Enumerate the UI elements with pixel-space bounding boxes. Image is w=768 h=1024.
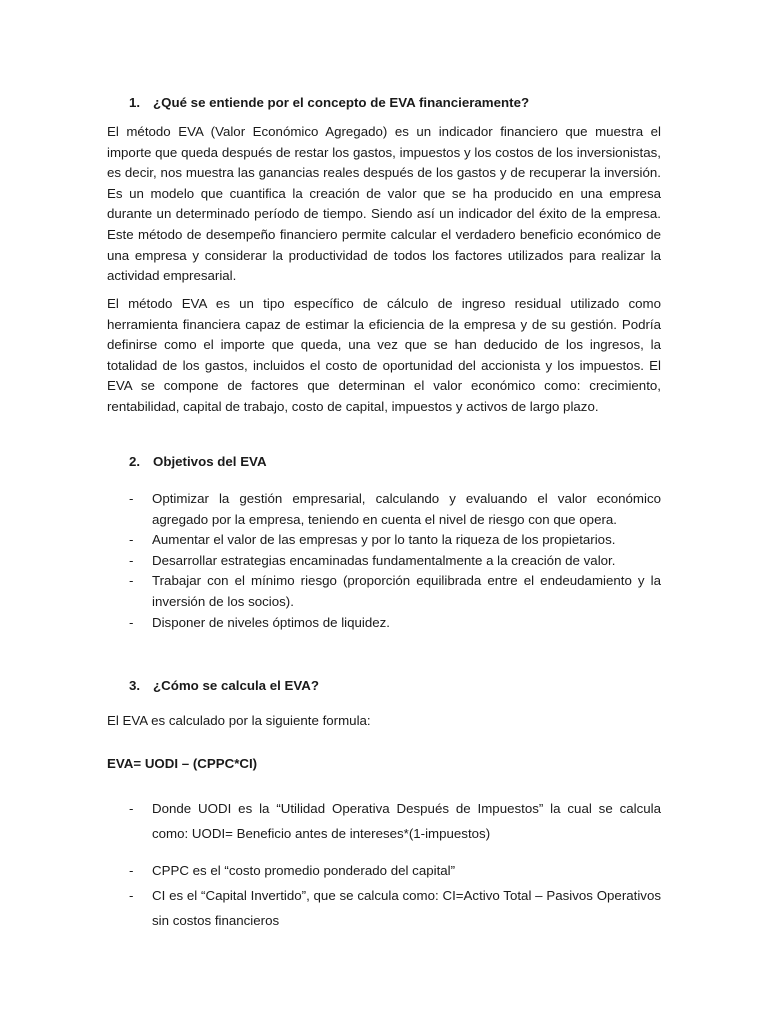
list-item: - Trabajar con el mínimo riesgo (proporción equilibrada entre el endeudamiento y la inversión de los socios).: [107, 571, 661, 612]
list-item: - Desarrollar estrategias encaminadas fundamentalmente a la creación de valor.: [107, 551, 661, 572]
section-2-title: Objetivos del EVA: [153, 454, 267, 469]
section-1-paragraph-2: El método EVA es un tipo específico de cálculo de ingreso residual utilizado como herramienta financiera capaz de estimar la eficiencia de la empresa y de su gestión. Podría definirse como el importe que queda, una vez que se han deducido de los ingresos, la totalidad de los gastos, incluidos el costo de oportunidad del accionista y los impuestos. El EVA se compone de factores que determinan el valor económico como: crecimiento, rentabilidad, capital de trabajo, costo de capital, impuestos y activos de largo plazo.: [107, 296, 661, 414]
section-3-intro: El EVA es calculado por la siguiente formula:: [107, 713, 371, 728]
formula-terms-list-1: [107, 796, 661, 846]
eva-formula: EVA= UODI – (CPPC*CI): [107, 756, 258, 771]
section-1-heading: [129, 93, 529, 113]
list-item: - CI es el “Capital Invertido”, que se calcula como: CI=Activo Total – Pasivos Operativos sin costos financieros: [107, 883, 661, 933]
list-item: - Disponer de niveles óptimos de liquidez.: [107, 613, 661, 634]
list-item: - CPPC es el “costo promedio ponderado del capital”: [107, 858, 661, 883]
section-2-number: 2.: [129, 454, 141, 469]
list-item: - Aumentar el valor de las empresas y por lo tanto la riqueza de los propietarios.: [107, 530, 661, 551]
objectives-list: [107, 489, 661, 633]
section-3-title: ¿Cómo se calcula el EVA?: [153, 678, 320, 693]
section-3-heading: [129, 676, 319, 696]
section-1-paragraph-1: El método EVA (Valor Económico Agregado) es un indicador financiero que muestra el importe que queda después de restar los gastos, impuestos y los costos de los inversionistas, es decir, nos muestra las ganancias reales después de los gastos y de recuperar la inversión. Es un modelo que cuantifica la creación de valor que se ha producido en una empresa durante un determinado período de tiempo. Siendo así un indicador del éxito de la empresa. Este método de desempeño financiero permite calcular el verdadero beneficio económico de una empresa y considerar la productividad de todos los factores utilizados para realizar la actividad empresarial.: [107, 124, 661, 284]
formula-terms-list-2: [107, 858, 661, 933]
section-1-title: ¿Qué se entiende por el concepto de EVA financieramente?: [153, 95, 530, 110]
list-item: - Donde UODI es la “Utilidad Operativa Después de Impuestos” la cual se calcula como: UODI= Beneficio antes de intereses*(1-impuestos): [107, 796, 661, 846]
section-2-heading: [129, 452, 267, 472]
section-1-number: 1.: [129, 95, 141, 110]
section-3-number: 3.: [129, 678, 141, 693]
list-item: - Optimizar la gestión empresarial, calculando y evaluando el valor económico agregado por la empresa, teniendo en cuenta el nivel de riesgo con que opera.: [107, 489, 661, 530]
